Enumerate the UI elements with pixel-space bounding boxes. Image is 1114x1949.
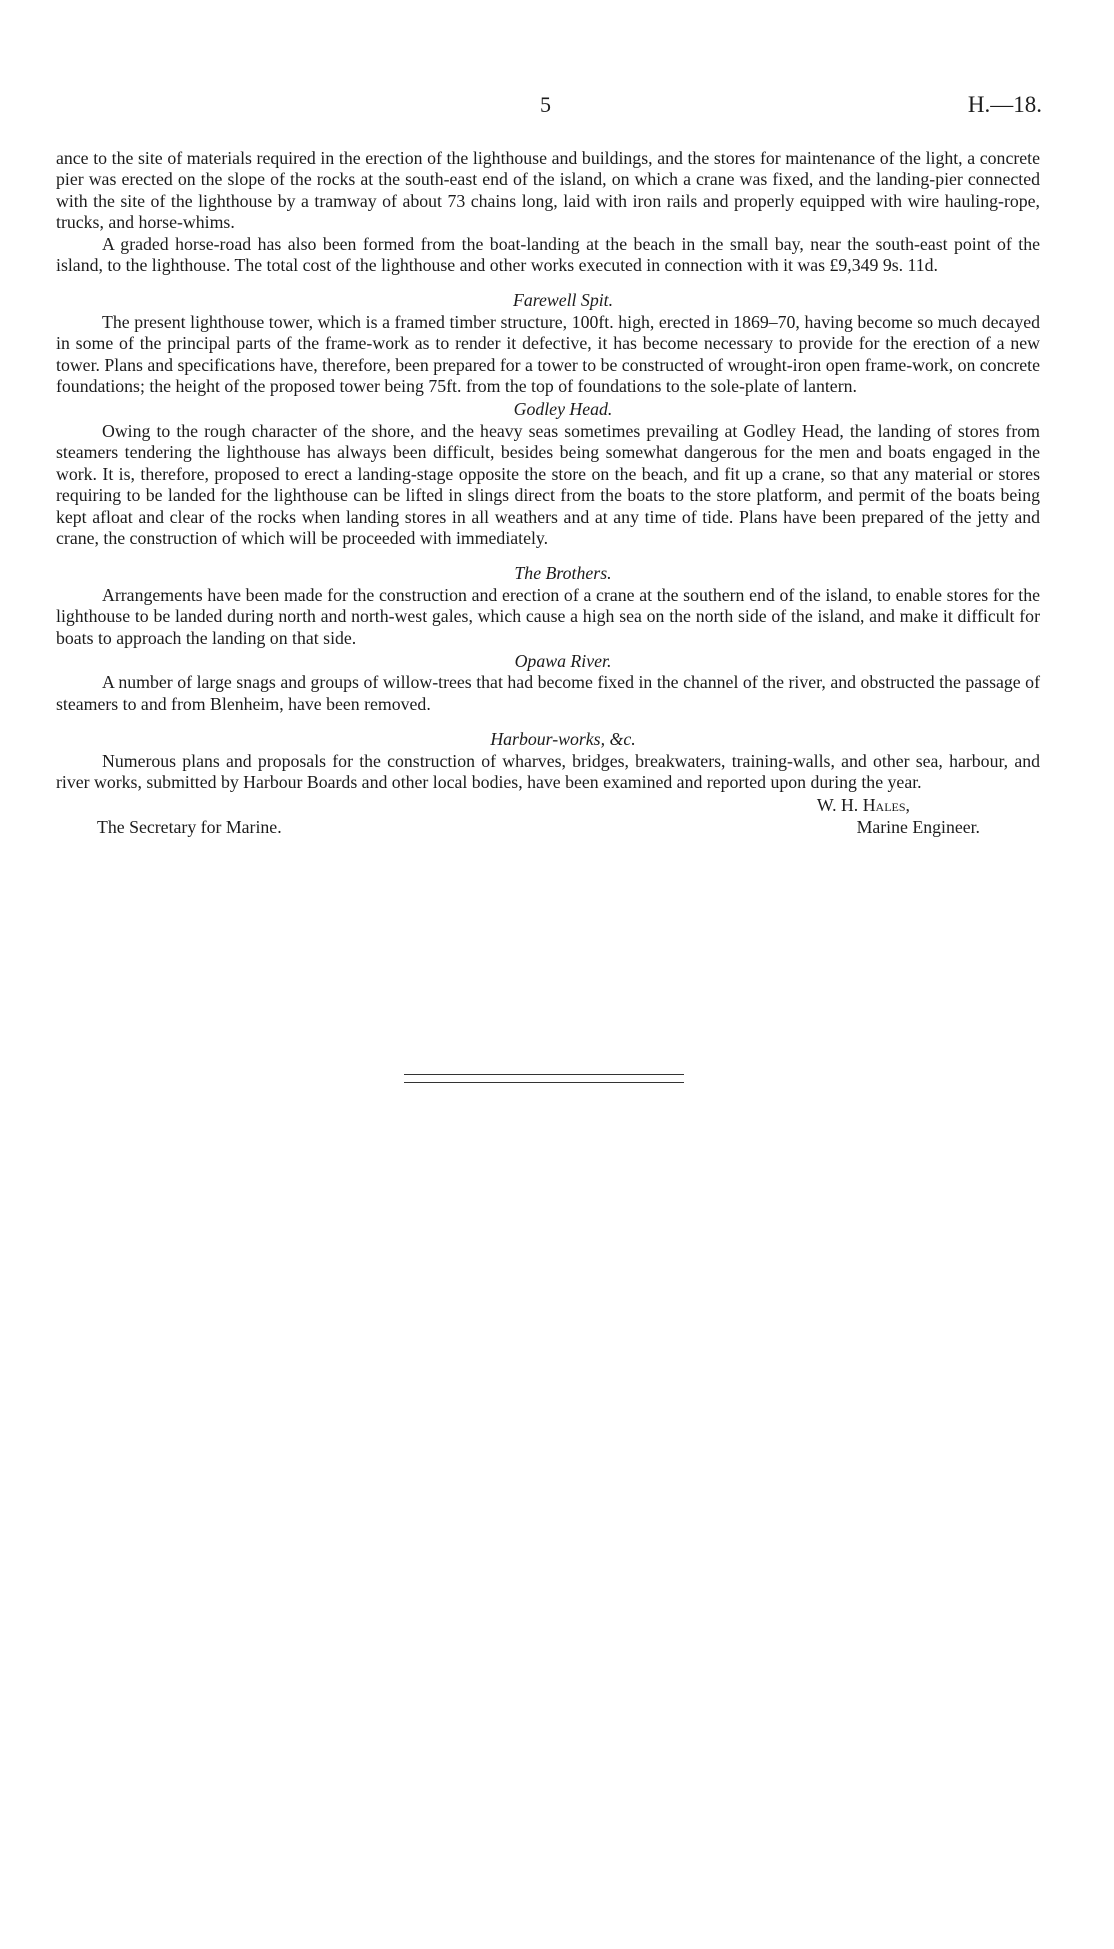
section-title-opawa-river: Opawa River. [514,650,612,671]
section-title-the-brothers: The Brothers. [514,563,612,584]
signatory-surname: Hales, [862,795,910,816]
horse-road-paragraph: A graded horse-road has also been formed from the boat-landing at the beach in the small bay, near the south-east point of the island, to the lighthouse. The total cost of the lighthouse and other works executed in connection with it was £9,349 9s. 11d. [56,233,1040,276]
farewell-spit-paragraph: The present lighthouse tower, which is a framed timber structure, 100ft. high, erected in 1869–70, having become so much decayed in some of the principal parts of the frame-work as to render it defective, it has become necessary to provide for the erection of a new tower. Plans and specifications have, therefore, been prepared for a tower to be constructed of wrought-iron open frame-work, on concrete foundations; the height of the proposed tower being 75ft. from the top of foundations to the sole-plate of lantern. [56,311,1041,397]
closing-double-rule [404,1074,684,1083]
opawa-river-paragraph: A number of large snags and groups of willow-trees that had become fixed in the channel of the river, and obstructed the passage of steamers to and from Blenheim, have been removed. [56,672,1040,714]
page-header [0,92,1114,122]
signature-block [56,795,1040,843]
continuation-paragraph: ance to the site of materials required in the erection of the lighthouse and buildings, and the stores for maintenance of the light, a concrete pier was erected on the slope of the rocks at the south-east end of the island, on which a crane was fixed, and the landing-pier connected with the site of the lighthouse by a tramway of about 73 chains long, laid with iron rails and properly equipped with wire hauling-rope, trucks, and horse-whims. [56,148,1040,233]
signatory-name [817,795,910,816]
section-title-farewell-spit: Farewell Spit. [512,290,614,311]
page-number: 5 [540,92,551,117]
the-brothers-paragraph: Arrangements have been made for the construction and erection of a crane at the southern end of the island, to enable stores for the lighthouse to be landed during north and north-west gales, which cause a high sea on the north side of the island, and make it difficult for boats to approach the landing on that side. [56,584,1040,648]
section-title-godley-head: Godley Head. [513,399,613,420]
section-title-harbour-works: Harbour-works, &c. [490,729,636,750]
signatory-initials: W. H. [816,795,859,816]
document-reference: H.—18. [967,92,1042,117]
harbour-works-paragraph: Numerous plans and proposals for the construction of wharves, bridges, breakwaters, training-walls, and other sea, harbour, and river works, submitted by Harbour Boards and other local bodies, have been examined and reported upon during the year. [56,750,1040,792]
addressee: The Secretary for Marine. [97,817,282,838]
signatory-title: Marine Engineer. [856,817,980,838]
godley-head-paragraph: Owing to the rough character of the shore, and the heavy seas sometimes prevailing at Godley Head, the landing of stores from steamers tendering the lighthouse has always been difficult, besides being somewhat dangerous for the men and boats engaged in the work. It is, therefore, proposed to erect a landing-stage opposite the store on the beach, and fit up a crane, so that any material or stores requiring to be landed for the lighthouse can be lifted in slings direct from the boats to the store platform, and permit of the boats being kept afloat and clear of the rocks when landing stores in all weathers and at any time of tide. Plans have been prepared of the jetty and crane, the construction of which will be proceeded with immediately. [56,420,1040,548]
report-body [56,148,1040,843]
